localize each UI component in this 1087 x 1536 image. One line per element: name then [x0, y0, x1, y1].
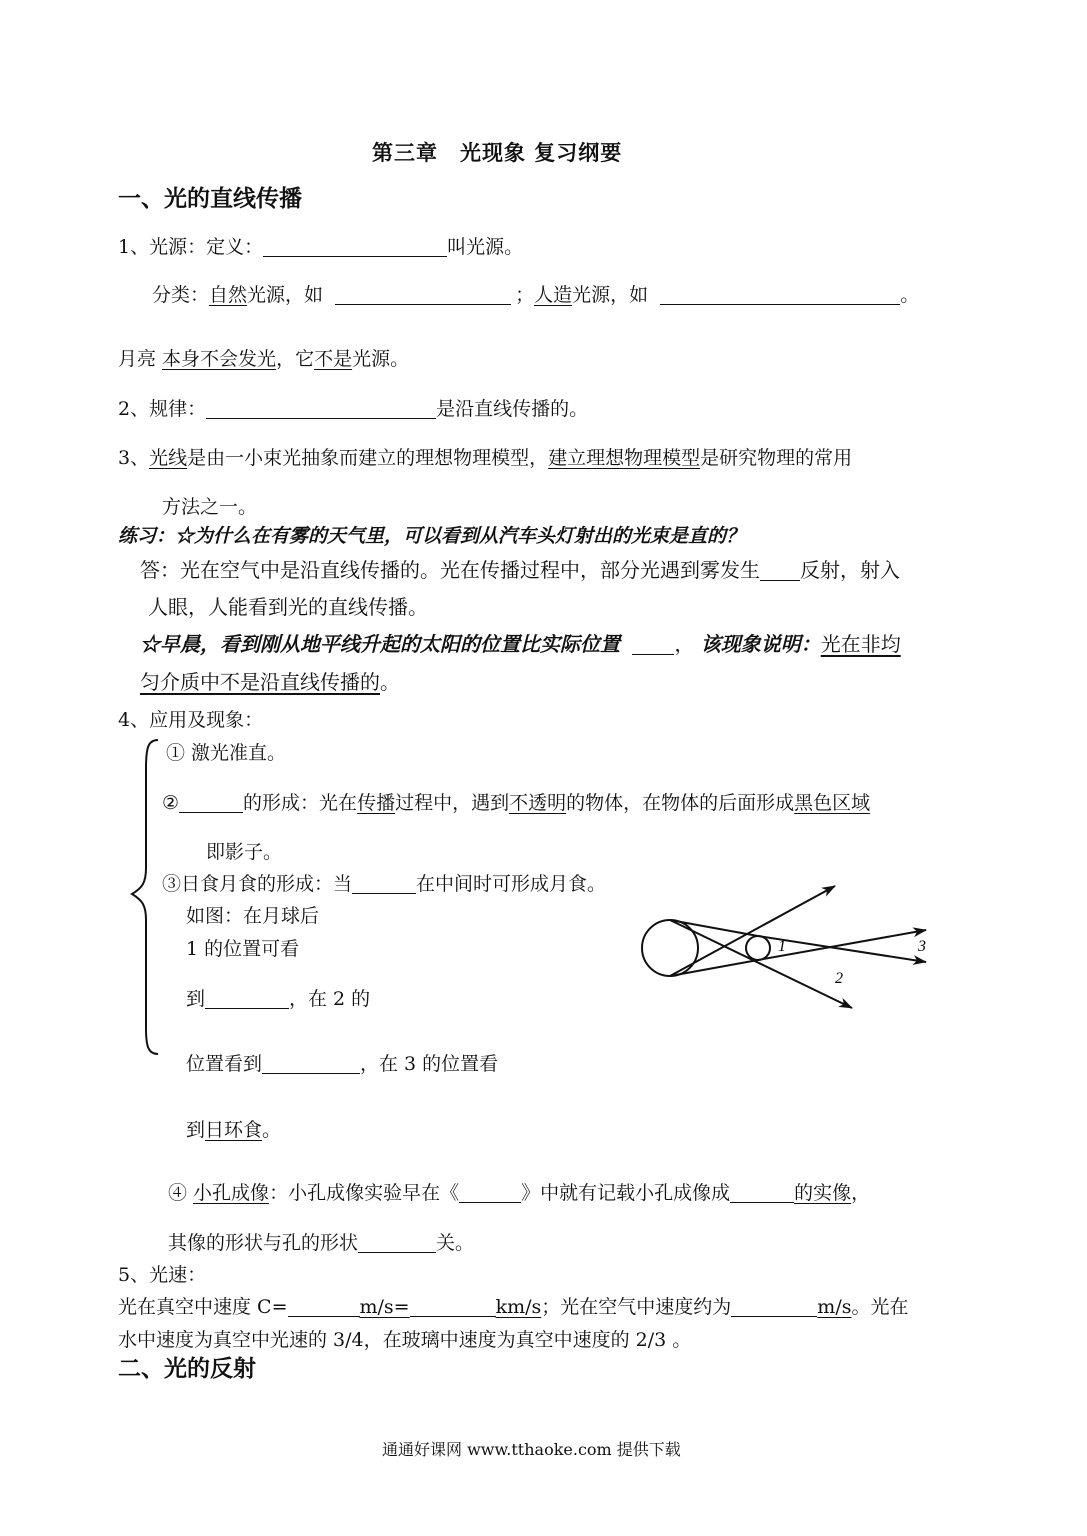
real-image-keyword: 的实像: [794, 1182, 852, 1204]
unit-ms-2: m/s: [817, 1296, 852, 1318]
shadow-mid-3: 的物体，在物体的后面形成: [566, 792, 795, 814]
answer-tail: 反射，射入: [800, 558, 900, 582]
eclipse-diagram: [630, 875, 950, 1015]
blank-sun-position: [632, 634, 674, 655]
diagram-label-1: 1: [778, 938, 786, 955]
blank-reflection-type: [760, 560, 800, 581]
moon-circle: [746, 936, 770, 960]
eclipse-l3-prefix: 到: [186, 988, 206, 1010]
eclipse-l5-prefix: 到: [186, 1119, 206, 1141]
semicolon: ；: [515, 284, 535, 306]
speed-line-1-tail: 。光在: [851, 1296, 909, 1318]
exercise-q1-text: ☆为什么在有雾的天气里，可以看到从汽车头灯射出的光束是直的？: [175, 525, 746, 547]
eclipse-l3-tail: ，在 2 的: [289, 988, 371, 1010]
blank-book-name: [459, 1182, 521, 1203]
blank-natural-example: [335, 284, 511, 305]
pinhole-l2-prefix: 其像的形状与孔的形状: [168, 1232, 359, 1254]
item-2-rule: [118, 396, 588, 422]
pinhole-keyword: 小孔成像: [193, 1182, 270, 1204]
eclipse-line-3: [186, 986, 370, 1012]
item-3-light-ray: [118, 445, 852, 471]
answer-prefix: 答：光在空气中是沿直线传播的。光在传播过程中，部分光遇到雾发生: [140, 558, 760, 582]
eclipse-l5-tail: 。: [262, 1119, 282, 1141]
exercise-question-1: [118, 523, 745, 549]
item-2-suffix: 是沿直线传播的。: [436, 398, 589, 420]
unit-kms: km/s: [495, 1296, 542, 1318]
blank-speed-kms: [410, 1296, 496, 1317]
moon-mid: ，它: [276, 348, 315, 370]
natural-light-keyword: 自然: [209, 284, 248, 306]
propagation-keyword: 传播: [357, 792, 396, 814]
eclipse-line-4: [186, 1051, 498, 1077]
exercise-question-2: [140, 631, 901, 657]
unit-ms-1: m/s=: [359, 1296, 410, 1318]
blank-eclipse-middle-body: [352, 873, 416, 894]
eclipse-tail: 在中间时可形成月食。: [416, 873, 607, 895]
blank-eclipse-position-1: [205, 988, 289, 1009]
pinhole-end: ，: [851, 1182, 871, 1204]
item-3-tail: 是研究物理的常用: [700, 447, 853, 469]
annular-eclipse-keyword: 日环食: [205, 1119, 263, 1141]
manmade-tail: 光源，如: [572, 284, 649, 306]
moon-underline-1: 本身不会发光: [162, 348, 277, 370]
moon-prefix: 月亮: [118, 348, 163, 370]
blank-light-source-definition: [263, 236, 447, 257]
exercise-question-2-line-2: [140, 669, 400, 695]
blank-manmade-example: [660, 284, 900, 305]
speed-vacuum-prefix: 光在真空中速度 C=: [118, 1296, 288, 1318]
exercise-answer-1: [140, 557, 900, 583]
q2-line-2-underline: 匀介质中不是沿直线传播的: [140, 670, 380, 694]
exercise-answer-1-line-2: 人眼，人能看到光的直线传播。: [148, 595, 428, 619]
item-3-prefix: 3、: [118, 447, 150, 469]
application-pinhole: [168, 1180, 870, 1206]
q2-underline: 光在非均: [820, 632, 901, 656]
item-5-heading: 5、光速：: [118, 1264, 207, 1286]
q2-comma: ，: [674, 632, 695, 656]
blank-shape-relation: [358, 1232, 436, 1253]
q2-prefix: ☆早晨，看到刚从地平线升起的太阳的位置比实际位置: [140, 632, 620, 656]
pinhole-mid-2: 》中就有记载小孔成像成: [521, 1182, 731, 1204]
diagram-label-3: 3: [918, 938, 926, 955]
q2-end: 。: [380, 670, 400, 694]
section-heading-1: 一、光的直线传播: [118, 185, 302, 212]
speed-of-light-line-2: 水中速度为真空中光速的 3/4，在玻璃中速度为真空中速度的 2/3 。: [118, 1329, 692, 1351]
shadow-mid-2: 过程中，遇到: [395, 792, 510, 814]
application-pinhole-line-2: [168, 1230, 474, 1256]
blank-image-orientation: [730, 1182, 794, 1203]
diagram-label-2: 2: [835, 970, 843, 987]
item-1-definition: [118, 234, 523, 260]
shadow-prefix: ②: [162, 792, 180, 814]
curly-brace: [128, 738, 168, 1056]
moon-underline-2: 不是: [314, 348, 353, 370]
eclipse-line-2: 1 的位置可看: [186, 938, 300, 960]
pinhole-l2-tail: 关。: [436, 1232, 475, 1254]
item-2-prefix: 2、规律：: [118, 398, 207, 420]
item-4-heading: 4、应用及现象：: [118, 709, 264, 731]
section-heading-2: 二、光的反射: [118, 1355, 256, 1382]
classification-label: 分类：: [152, 284, 210, 306]
pinhole-prefix: ④: [168, 1182, 194, 1204]
eclipse-line-5: [186, 1117, 281, 1143]
exercise-label: 练习：: [118, 525, 176, 547]
item-1-classification: [152, 282, 919, 308]
blank-eclipse-position-2: [262, 1053, 360, 1074]
item-1-prefix: 1、光源：定义：: [118, 236, 264, 258]
dark-area-keyword: 黑色区域: [794, 792, 871, 814]
eclipse-prefix: ③日食月食的形成：当: [162, 873, 353, 895]
application-shadow: [162, 790, 870, 816]
eclipse-l4-prefix: 位置看到: [186, 1053, 263, 1075]
application-shadow-line-2: 即影子。: [206, 841, 283, 863]
blank-propagation-rule: [206, 398, 436, 419]
ray-to-position-2: [670, 920, 852, 1008]
shadow-mid: 的形成：光在: [243, 792, 358, 814]
eclipse-line-1: 如图：在月球后: [186, 905, 320, 927]
page-title: 第三章 光现象 复习纲要: [372, 140, 623, 165]
q2-explain-label: 该现象说明：: [700, 632, 821, 656]
blank-speed-air: [731, 1296, 817, 1317]
item-3-line-2: 方法之一。: [162, 496, 258, 518]
light-ray-keyword: 光线: [149, 447, 188, 469]
eclipse-l4-tail: ，在 3 的位置看: [360, 1053, 499, 1075]
period: 。: [900, 284, 920, 306]
blank-speed-ms: [288, 1296, 360, 1317]
item-3-mid: 是由一小束光抽象而建立的理想物理模型，: [187, 447, 549, 469]
item-1-suffix: 叫光源。: [447, 236, 524, 258]
application-eclipse: [162, 871, 606, 897]
blank-shadow-phenomenon: [179, 792, 243, 813]
pinhole-mid: ：小孔成像实验早在《: [269, 1182, 460, 1204]
opaque-keyword: 不透明: [509, 792, 567, 814]
manmade-light-keyword: 人造: [534, 284, 573, 306]
speed-air-prefix: ；光在空气中速度约为: [541, 1296, 732, 1318]
page-footer: 通通好课网 www.tthaoke.com 提供下载: [382, 1440, 681, 1459]
speed-of-light-line-1: [118, 1294, 908, 1320]
ideal-model-keyword: 建立理想物理模型: [548, 447, 701, 469]
application-laser: ① 激光准直。: [166, 742, 287, 764]
moon-tail: 光源。: [352, 348, 410, 370]
moon-line: [118, 346, 409, 372]
natural-tail: 光源，如: [247, 284, 324, 306]
